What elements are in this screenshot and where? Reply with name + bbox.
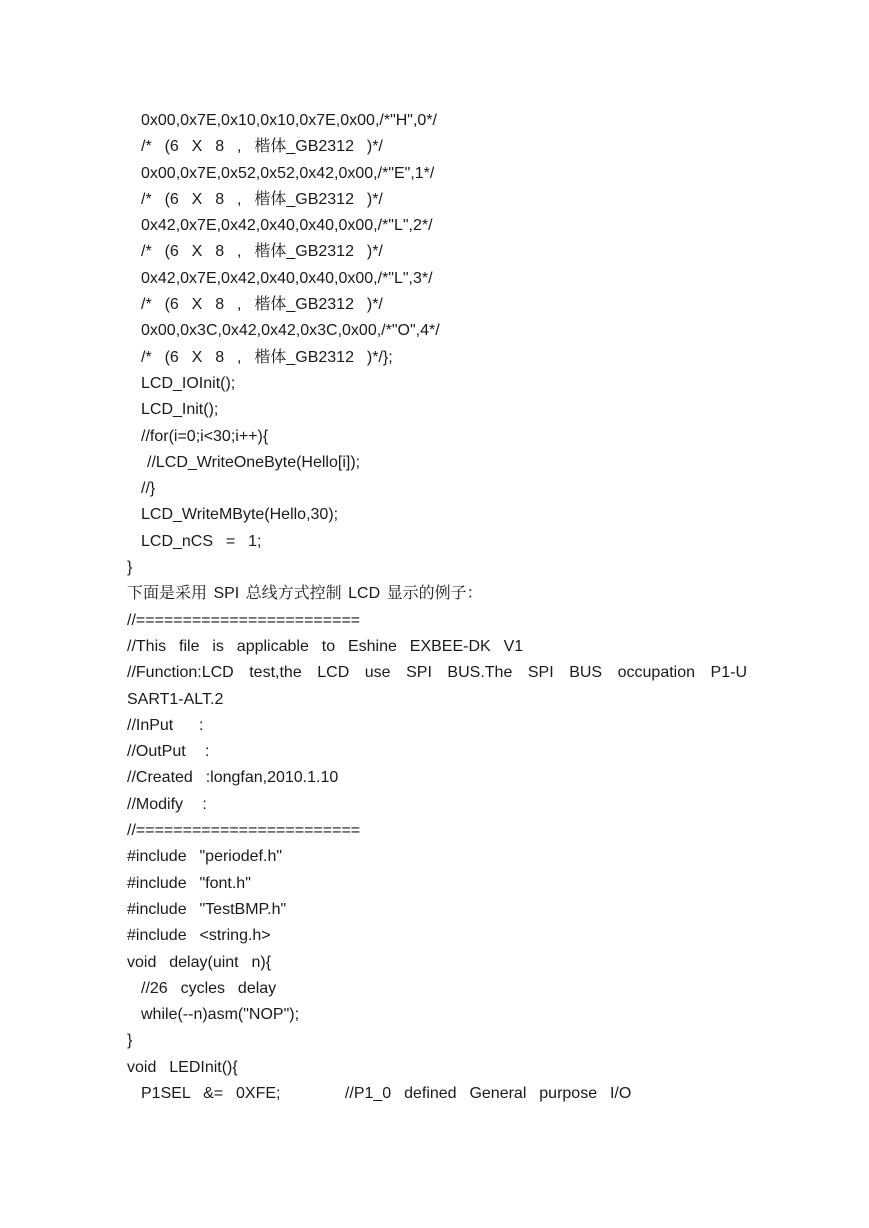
code-line: LCD_Init();: [141, 401, 219, 419]
code-line: 0x00,0x7E,0x52,0x52,0x42,0x00,/*"E",1*/: [141, 164, 435, 182]
code-line: //========================: [127, 611, 361, 629]
code-line: }: [127, 559, 133, 577]
code-line: while(--n)asm("NOP");: [141, 1006, 300, 1024]
code-line: //========================: [127, 822, 361, 840]
code-line: void delay(uint n){: [127, 953, 272, 971]
code-line: 下面是采用 SPI 总线方式控制 LCD 显示的例子：: [127, 585, 483, 603]
code-listing: [127, 108, 747, 1107]
code-line: #include "font.h": [127, 874, 251, 892]
code-line: 0x42,0x7E,0x42,0x40,0x40,0x00,/*"L",2*/: [141, 217, 433, 235]
code-line: #include "periodef.h": [127, 848, 283, 866]
code-line: SART1-ALT.2: [127, 690, 224, 708]
code-line: /* (6 X 8 , 楷体_GB2312 )*/: [141, 190, 383, 208]
code-line: P1SEL &= 0XFE; //P1_0 defined General purpose I/O: [141, 1084, 632, 1102]
code-line: #include "TestBMP.h": [127, 900, 287, 918]
code-line: //Modify :: [127, 795, 207, 813]
code-line: 0x42,0x7E,0x42,0x40,0x40,0x00,/*"L",3*/: [141, 269, 433, 287]
code-line: //LCD_WriteOneByte(Hello[i]);: [147, 453, 361, 471]
code-line: /* (6 X 8 , 楷体_GB2312 )*/: [141, 296, 383, 314]
code-line: //Created :longfan,2010.1.10: [127, 769, 339, 787]
code-line: /* (6 X 8 , 楷体_GB2312 )*/: [141, 243, 383, 261]
code-line: //OutPut :: [127, 743, 210, 761]
code-line: 0x00,0x3C,0x42,0x42,0x3C,0x00,/*"O",4*/: [141, 322, 440, 340]
code-line: void LEDInit(){: [127, 1058, 238, 1076]
code-line: #include <string.h>: [127, 927, 271, 945]
code-line: LCD_nCS = 1;: [141, 532, 262, 550]
code-line: LCD_WriteMByte(Hello,30);: [141, 506, 339, 524]
code-line: }: [127, 1032, 133, 1050]
code-line: //26 cycles delay: [141, 979, 277, 997]
code-line: //This file is applicable to Eshine EXBEE-DK V1: [127, 637, 524, 655]
code-line: /* (6 X 8 , 楷体_GB2312 )*/: [141, 138, 383, 156]
code-line: //InPut :: [127, 716, 204, 734]
code-line: //for(i=0;i<30;i++){: [141, 427, 269, 445]
code-line: //}: [141, 480, 156, 498]
code-line: //Function:LCD test,the LCD use SPI BUS.The SPI BUS occupation P1-U: [127, 664, 747, 682]
code-line: /* (6 X 8 , 楷体_GB2312 )*/};: [141, 348, 393, 366]
code-line: LCD_IOInit();: [141, 374, 236, 392]
code-line: 0x00,0x7E,0x10,0x10,0x7E,0x00,/*"H",0*/: [141, 112, 437, 129]
